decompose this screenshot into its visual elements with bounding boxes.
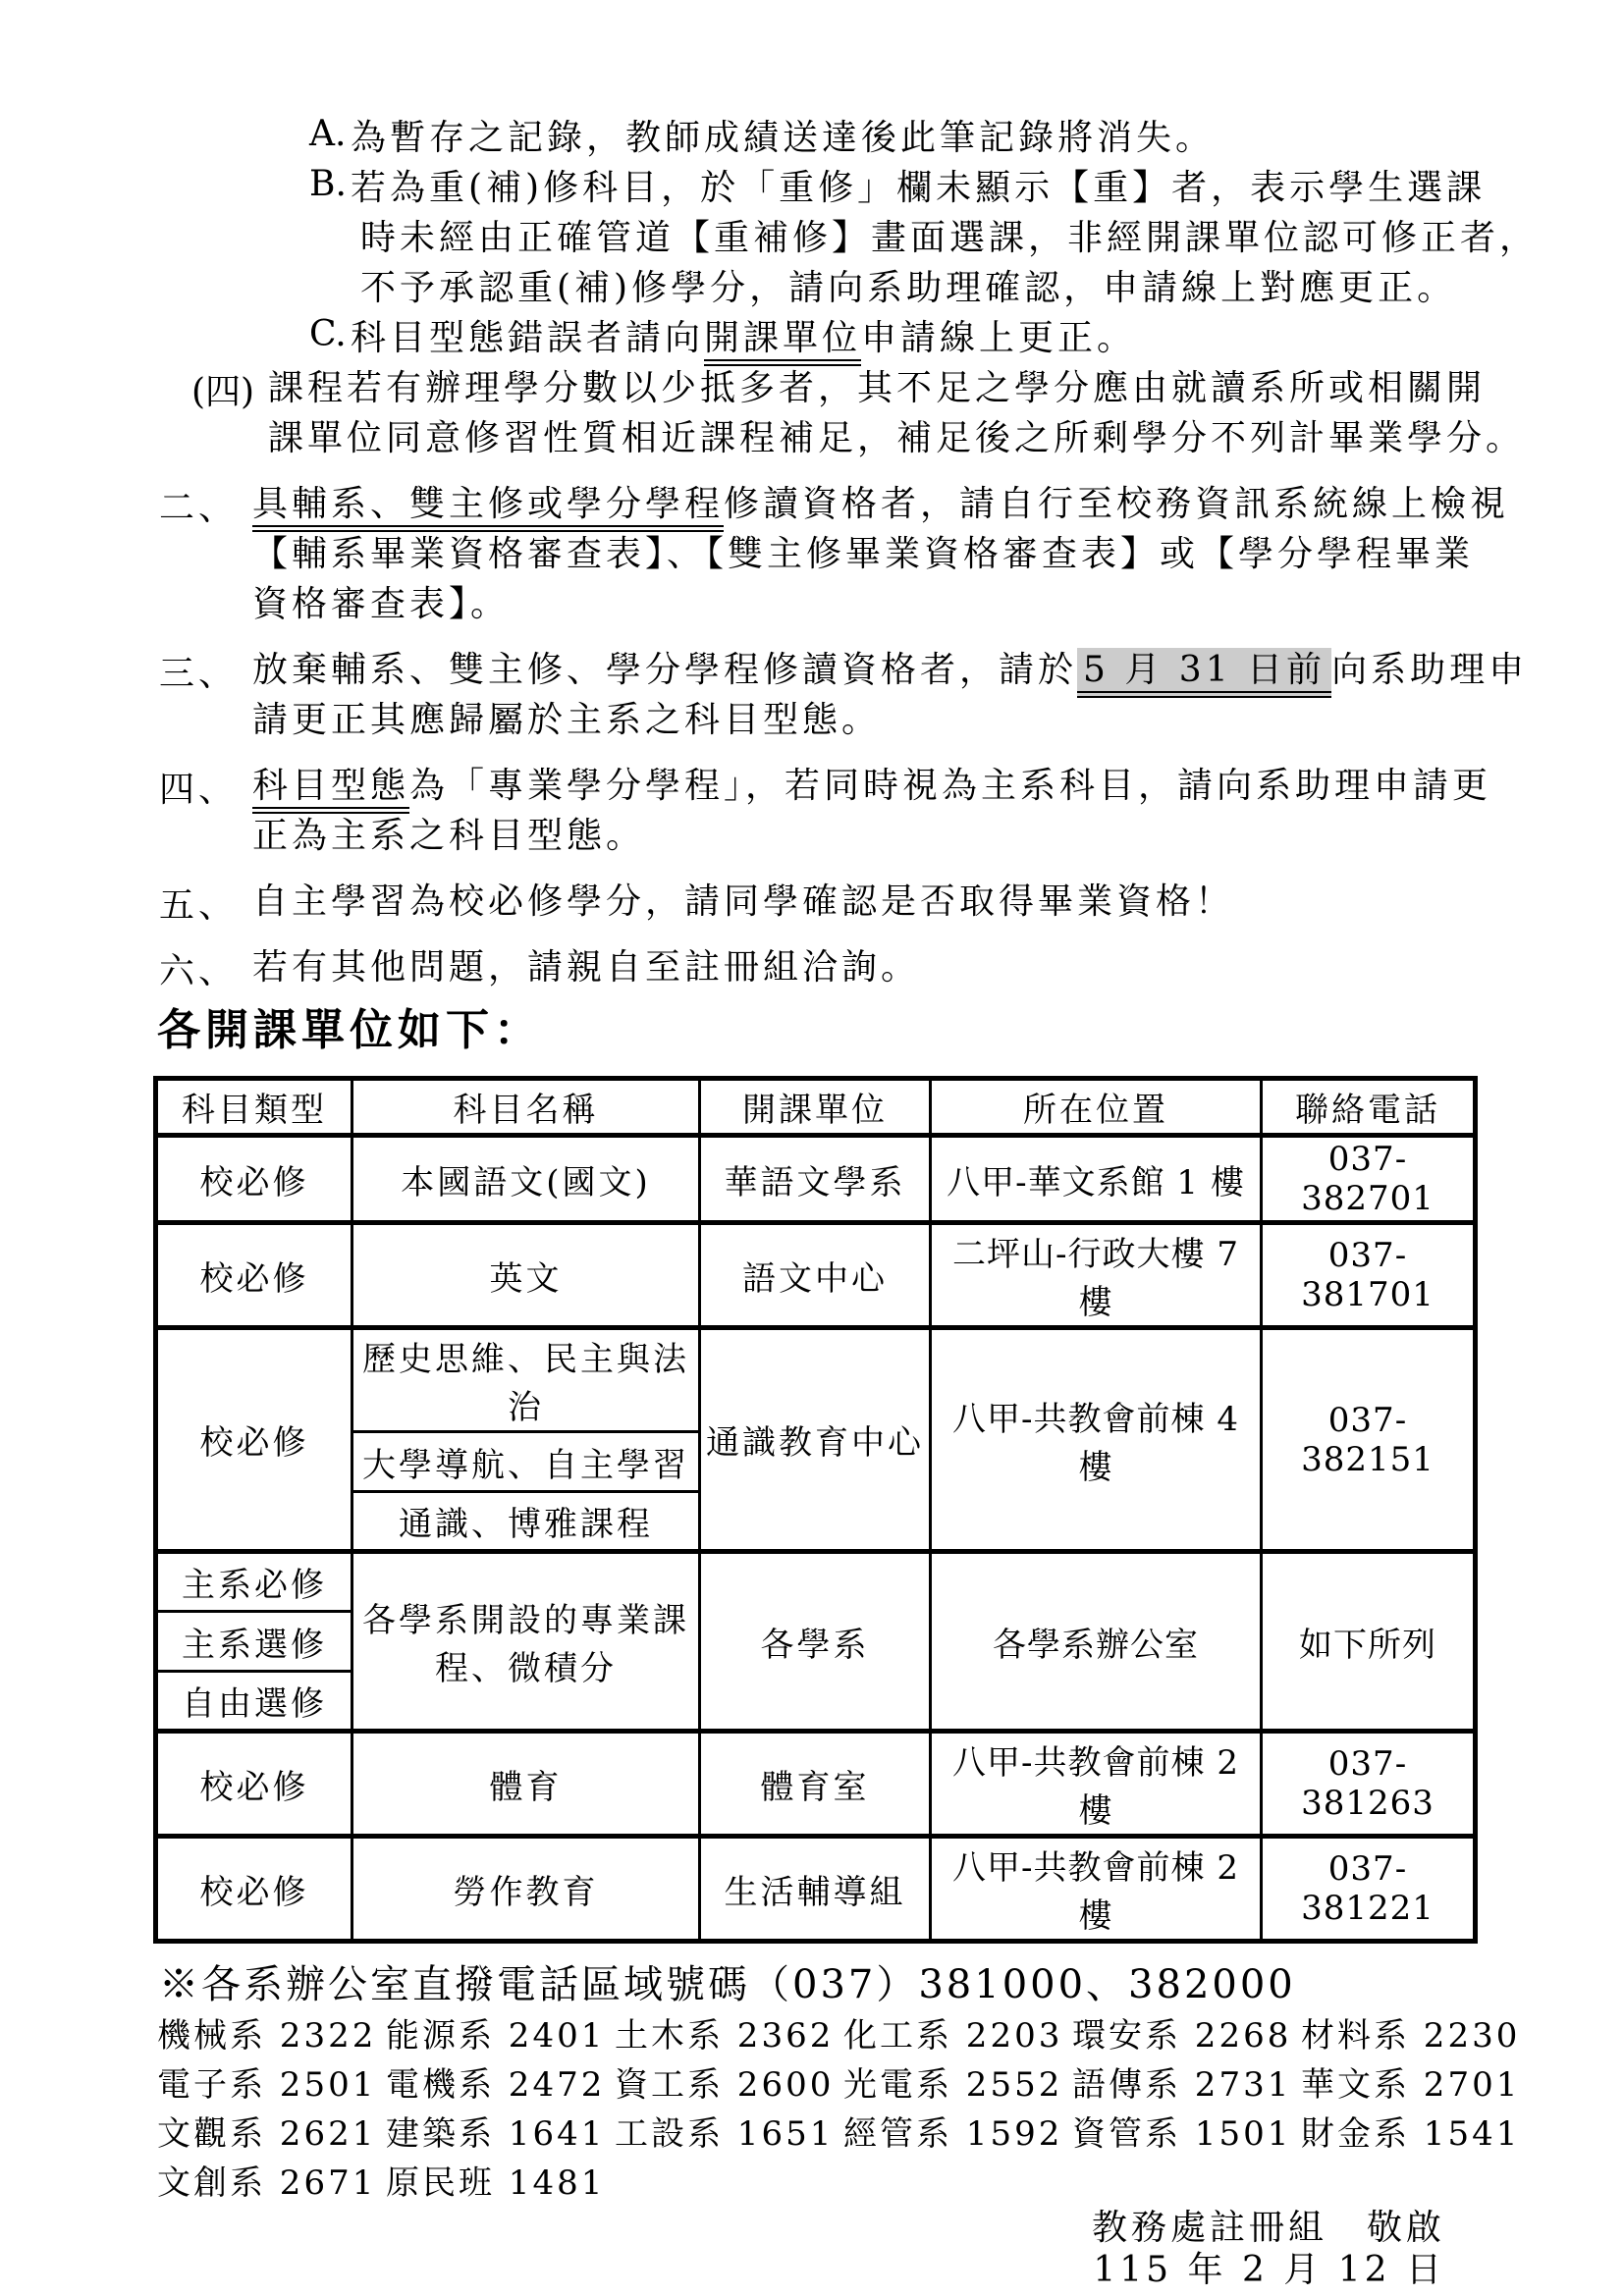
extension-item: 電子系 2501 [157, 2065, 377, 2105]
cell-subject: 大學導航、自主學習 [352, 1432, 700, 1492]
item-three-line2: 請更正其應歸屬於主系之科目型態。 [252, 700, 882, 740]
item-three-line1 [252, 646, 1528, 696]
header-subject-type: 科目類型 [156, 1079, 352, 1136]
cell-unit: 語文中心 [700, 1223, 931, 1328]
note-four-paren-line1: 課程若有辦理學分數以少抵多者，其不足之學分應由就讀系所或相關開 [268, 368, 1487, 408]
item-five-text: 自主學習為校必修學分，請同學確認是否取得畢業資格！ [252, 881, 1235, 922]
extension-item: 資工系 2600 [615, 2065, 835, 2105]
extension-item: 華文系 2701 [1301, 2065, 1521, 2105]
extension-item: 原民班 1481 [386, 2163, 606, 2203]
item-six [159, 943, 1530, 993]
extension-item: 機械系 2322 [157, 2016, 377, 2056]
header-location: 所在位置 [931, 1079, 1262, 1136]
item-two-line3: 資格審查表】。 [252, 584, 511, 624]
note-a [309, 114, 1530, 164]
extension-item: 光電系 2552 [843, 2065, 1063, 2105]
cell-type: 主系選修 [156, 1612, 352, 1672]
table-row [156, 1552, 1476, 1612]
note-c [309, 314, 1530, 364]
extension-item: 文創系 2671 [157, 2163, 377, 2203]
item-four-underlined-term: 科目型態 [252, 766, 409, 814]
extension-item: 土木系 2362 [615, 2016, 835, 2056]
header-phone: 聯絡電話 [1262, 1079, 1476, 1136]
item-five [159, 878, 1530, 928]
cell-subject: 英文 [352, 1223, 700, 1328]
note-c-label: C. [309, 314, 347, 354]
cell-phone: 037-382701 [1262, 1136, 1476, 1223]
cell-type: 校必修 [156, 1136, 352, 1223]
item-two-label: 二、 [159, 488, 239, 528]
note-b [309, 164, 1540, 314]
signoff-date: 115 年 2 月 12 日 [1093, 2250, 1445, 2290]
item-six-text: 若有其他問題，請親自至註冊組洽詢。 [252, 947, 921, 988]
cell-subject: 勞作教育 [352, 1837, 700, 1942]
extension-item: 能源系 2401 [386, 2016, 606, 2056]
item-two-line1 [252, 480, 1509, 530]
cell-unit: 生活輔導組 [700, 1837, 931, 1942]
note-b-label: B. [309, 164, 347, 204]
table-header-row [156, 1079, 1476, 1136]
cell-location: 各學系辦公室 [931, 1552, 1262, 1732]
cell-location: 八甲-共教會前棟 2 樓 [931, 1732, 1262, 1837]
extension-item: 文觀系 2621 [157, 2114, 377, 2154]
cell-type: 主系必修 [156, 1552, 352, 1612]
extension-item: 資管系 1501 [1072, 2114, 1292, 2154]
item-four-line2: 正為主系之科目型態。 [252, 816, 646, 856]
item-three-pre: 放棄輔系、雙主修、學分學程修讀資格者，請於 [252, 650, 1078, 690]
table-row [156, 1223, 1476, 1328]
note-b-line2: 時未經由正確管道【重補修】畫面選課，非經開課單位認可修正者， [360, 218, 1540, 258]
cell-phone: 037-381263 [1262, 1732, 1476, 1837]
item-two-line2: 【輔系畢業資格審查表】、【雙主修畢業資格審查表】或【學分學程畢業 [252, 534, 1475, 574]
cell-subject: 本國語文(國文) [352, 1136, 700, 1223]
cell-subject: 各學系開設的專業課程、微積分 [352, 1552, 700, 1732]
item-six-label: 六、 [159, 951, 239, 991]
cell-location: 八甲-共教會前棟 4 樓 [931, 1328, 1262, 1552]
item-four-rest: 為「專業學分學程」，若同時視為主系科目，請向系助理申請更 [409, 766, 1492, 806]
cell-subject: 歷史思維、民主與法治 [352, 1328, 700, 1432]
item-three-deadline-highlight: 5 月 31 日前 [1077, 648, 1331, 698]
cell-subject: 通識、博雅課程 [352, 1492, 700, 1552]
item-three [159, 646, 1530, 746]
extension-item: 材料系 2230 [1301, 2016, 1521, 2056]
cell-phone: 037-381221 [1262, 1837, 1476, 1942]
cell-location: 二坪山-行政大樓 7 樓 [931, 1223, 1262, 1328]
cell-unit: 體育室 [700, 1732, 931, 1837]
item-four [159, 762, 1530, 862]
cell-type: 校必修 [156, 1837, 352, 1942]
note-c-underlined-term: 開課單位 [704, 318, 861, 366]
item-two [159, 480, 1530, 630]
item-four-line1 [252, 762, 1491, 812]
extension-item: 化工系 2203 [843, 2016, 1063, 2056]
header-offering-unit: 開課單位 [700, 1079, 931, 1136]
item-three-label: 三、 [159, 654, 239, 694]
cell-location: 八甲-華文系館 1 樓 [931, 1136, 1262, 1223]
phone-area-code-note: ※各系辦公室直撥電話區域號碼（037）381000、382000 [159, 1962, 1296, 2007]
cell-phone: 037-382151 [1262, 1328, 1476, 1552]
cell-type: 校必修 [156, 1732, 352, 1837]
table-row [156, 1328, 1476, 1432]
note-b-line1: 若為重(補)修科目，於「重修」欄未顯示【重】者，表示學生選課 [351, 168, 1487, 208]
note-four-paren-line2: 課單位同意修習性質相近課程補足，補足後之所剩學分不列計畢業學分。 [268, 418, 1526, 458]
extension-item: 工設系 1651 [615, 2114, 835, 2154]
item-two-rest: 修讀資格者，請自行至校務資訊系統線上檢視 [724, 484, 1510, 524]
sub-notes-block [309, 114, 1540, 364]
extension-item: 環安系 2268 [1072, 2016, 1292, 2056]
cell-location: 八甲-共教會前棟 2 樓 [931, 1837, 1262, 1942]
note-four-paren [191, 364, 1530, 464]
item-five-label: 五、 [159, 885, 239, 926]
note-c-text [351, 314, 1136, 364]
extension-item: 電機系 2472 [386, 2065, 606, 2105]
extension-item: 經管系 1592 [843, 2114, 1063, 2154]
note-b-line3: 不予承認重(補)修學分，請向系助理確認，申請線上對應更正。 [360, 268, 1457, 308]
note-c-post: 申請線上更正。 [861, 318, 1137, 358]
cell-phone: 如下所列 [1262, 1552, 1476, 1732]
table-row [156, 1732, 1476, 1837]
cell-type: 校必修 [156, 1328, 352, 1552]
extension-item: 建築系 1641 [386, 2114, 606, 2154]
cell-phone: 037-381701 [1262, 1223, 1476, 1328]
note-a-label: A. [309, 114, 347, 154]
item-two-underlined-term: 具輔系、雙主修或學分學程 [252, 484, 724, 532]
cell-unit: 通識教育中心 [700, 1328, 931, 1552]
header-subject-name: 科目名稱 [352, 1079, 700, 1136]
cell-subject: 體育 [352, 1732, 700, 1837]
note-a-text: 為暫存之記錄，教師成績送達後此筆記錄將消失。 [351, 118, 1216, 158]
department-extensions [157, 2012, 1530, 2209]
cell-unit: 各學系 [700, 1552, 931, 1732]
item-four-label: 四、 [159, 770, 239, 810]
note-four-paren-label: (四) [191, 372, 255, 412]
signoff-block [157, 2209, 1530, 2292]
course-units-table [153, 1076, 1478, 1944]
table-row [156, 1136, 1476, 1223]
extension-item: 語傳系 2731 [1072, 2065, 1292, 2105]
cell-unit: 華語文學系 [700, 1136, 931, 1223]
section-heading: 各開課單位如下： [157, 1005, 542, 1055]
signoff-unit: 教務處註冊組 敬啟 [1091, 2208, 1445, 2248]
extension-item: 財金系 1541 [1301, 2114, 1521, 2154]
table-row [156, 1837, 1476, 1942]
note-c-pre: 科目型態錯誤者請向 [351, 318, 705, 358]
item-three-post: 向系助理申 [1331, 650, 1529, 690]
cell-type: 校必修 [156, 1223, 352, 1328]
cell-type: 自由選修 [156, 1672, 352, 1732]
